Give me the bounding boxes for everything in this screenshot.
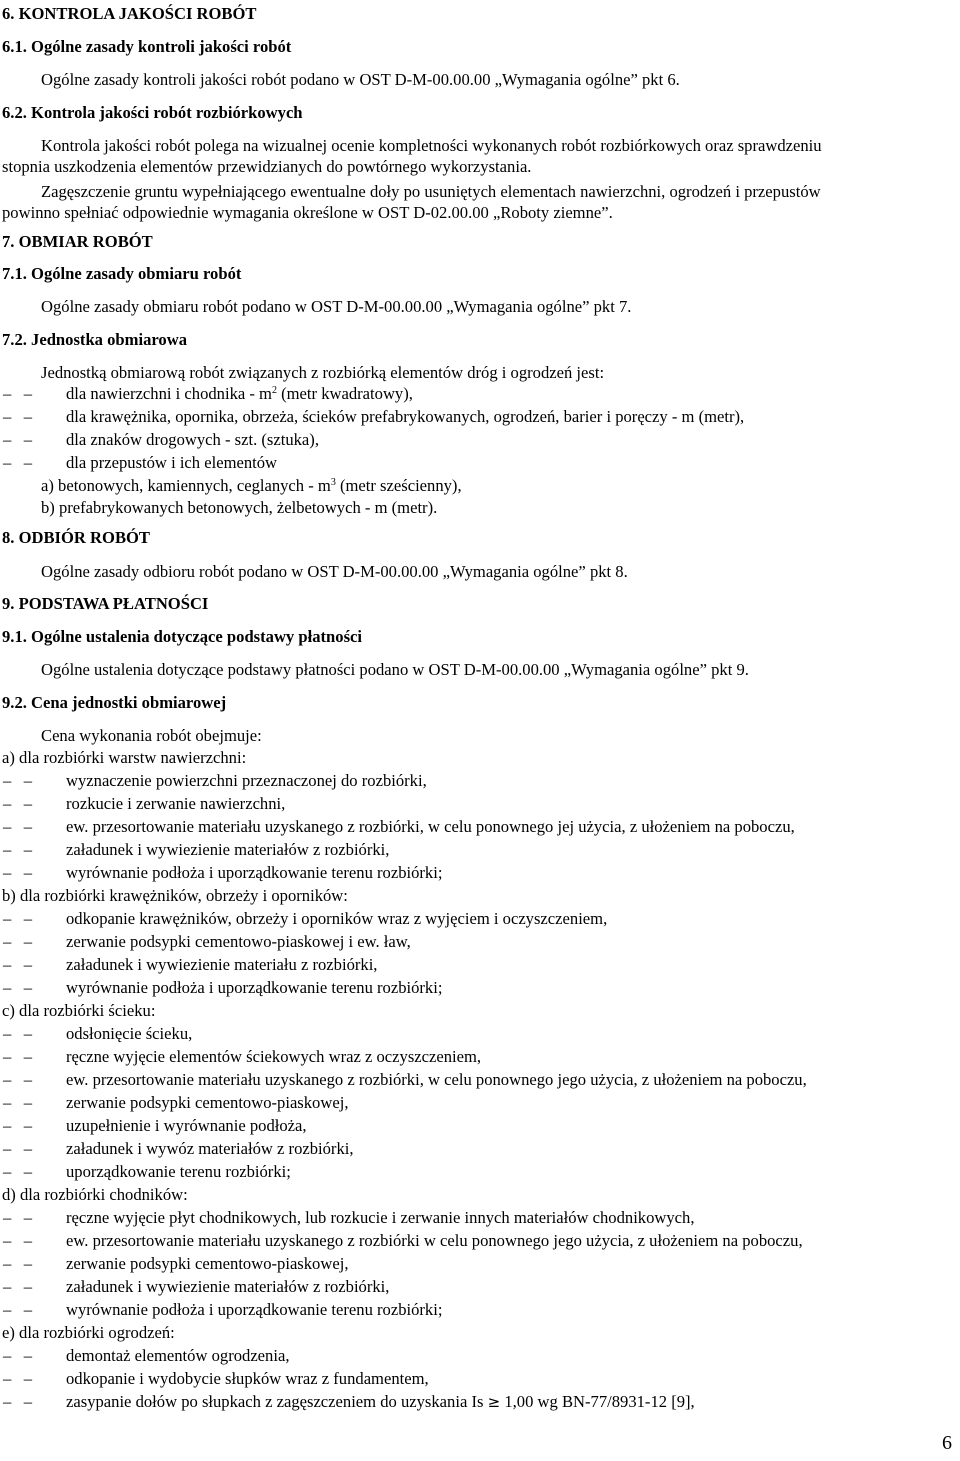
group-b-title: b) dla rozbiórki krawężników, obrzeży i oporników: (2, 886, 348, 905)
paragraph-7-1: Ogólne zasady obmiaru robót podano w OST D-M-00.00.00 „Wymagania ogólne” pkt 7. (41, 297, 632, 316)
group-e-title: e) dla rozbiórki ogrodzeń: (2, 1323, 175, 1342)
paragraph-9-2: Cena wykonania robót obejmuje: (41, 726, 262, 745)
list-item: zasypanie dołów po słupkach z zagęszczeniem do uzyskania Is ≥ 1,00 wg BN-77/8931-12 [9], (66, 1392, 695, 1411)
list-dash (3, 1162, 32, 1182)
list-dash (3, 771, 32, 791)
list-dash (3, 1024, 32, 1044)
list-item: ręczne wyjęcie płyt chodnikowych, lub rozkucie i zerwanie innych materiałów chodnikowych, (66, 1208, 695, 1227)
list-dash (3, 1093, 32, 1113)
list-item: odsłonięcie ścieku, (66, 1024, 193, 1043)
list-dash (3, 794, 32, 814)
list-item: zerwanie podsypki cementowo-piaskowej i ew. ław, (66, 932, 411, 951)
list-dash (3, 817, 32, 837)
list-sub-item: b) prefabrykowanych betonowych, żelbetowych - m (metr). (41, 498, 438, 517)
list-dash (3, 1369, 32, 1389)
greater-or-equal-symbol: ≥ (487, 1393, 501, 1411)
list-dash (3, 1070, 32, 1090)
list-item: dla krawężnika, opornika, obrzeża, ścieków prefabrykowanych, ogrodzeń, barier i poręczy - m (metr), (66, 407, 745, 426)
group-c-title: c) dla rozbiórki ścieku: (2, 1001, 156, 1020)
list-item: uporządkowanie terenu rozbiórki; (66, 1162, 291, 1181)
list-dash (3, 840, 32, 860)
subsection-7-1-heading: 7.1. Ogólne zasady obmiaru robót (2, 264, 242, 283)
group-a-title: a) dla rozbiórki warstw nawierzchni: (2, 748, 247, 767)
section-6-heading: 6. KONTROLA JAKOŚCI ROBÓT (2, 4, 257, 23)
list-item: uzupełnienie i wyrównanie podłoża, (66, 1116, 307, 1135)
list-dash (3, 955, 32, 975)
list-dash (3, 453, 32, 473)
list-item: wyrównanie podłoża i uporządkowanie terenu rozbiórki; (66, 1300, 443, 1319)
list-dash (3, 1116, 32, 1136)
list-item: dla znaków drogowych - szt. (sztuka), (66, 430, 319, 449)
list-dash (3, 1231, 32, 1251)
list-item: dla nawierzchni i chodnika - $m^2$ (metr kwadratowy), (66, 384, 413, 403)
list-dash (3, 1254, 32, 1274)
list-item: wyznaczenie powierzchni przeznaczonej do rozbiórki, (66, 771, 427, 790)
list-item: zerwanie podsypki cementowo-piaskowej, (66, 1254, 349, 1273)
group-d-title: d) dla rozbiórki chodników: (2, 1185, 188, 1204)
list-item: ew. przesortowanie materiału uzyskanego z rozbiórki, w celu ponownego jej użycia, z ułożeniem na poboczu, (66, 817, 795, 836)
list-item: ręczne wyjęcie elementów ściekowych wraz z oczyszczeniem, (66, 1047, 482, 1066)
list-dash (3, 932, 32, 952)
list-dash (3, 1346, 32, 1366)
section-8-heading: 8. ODBIÓR ROBÓT (2, 528, 150, 547)
list-item: ew. przesortowanie materiału uzyskanego z rozbiórki w celu ponownego jego użycia, z ułożeniem na poboczu, (66, 1231, 803, 1250)
paragraph-6-2-line-1: Kontrola jakości robót polega na wizualnej ocenie kompletności wykonanych robót rozbiórkowych oraz sprawdzeniu (41, 136, 822, 155)
list-dash (3, 1208, 32, 1228)
list-dash (3, 407, 32, 427)
paragraph-9-1: Ogólne ustalenia dotyczące podstawy płatności podano w OST D-M-00.00.00 „Wymagania ogólne” pkt 9. (41, 660, 749, 679)
subsection-7-2-heading: 7.2. Jednostka obmiarowa (2, 330, 188, 349)
list-item: odkopanie i wydobycie słupków wraz z fundamentem, (66, 1369, 429, 1388)
list-item: zerwanie podsypki cementowo-piaskowej, (66, 1093, 349, 1112)
list-dash (3, 863, 32, 883)
list-item: ew. przesortowanie materiału uzyskanego z rozbiórki, w celu ponownego jego użycia, z ułożeniem na poboczu, (66, 1070, 807, 1089)
paragraph-6-2-line-2: stopnia uszkodzenia elementów przewidzianych do powtórnego wykorzystania. (2, 157, 532, 176)
paragraph-7-2: Jednostką obmiarową robót związanych z rozbiórką elementów dróg i ogrodzeń jest: (41, 363, 605, 382)
list-dash (3, 430, 32, 450)
paragraph-6-2b-line-1: Zagęszczenie gruntu wypełniającego ewentualne doły po usuniętych elementach nawierzchni, ogrodzeń i przepustów (41, 182, 821, 201)
list-item: załadunek i wywiezienie materiałów z rozbiórki, (66, 1277, 390, 1296)
list-item: rozkucie i zerwanie nawierzchni, (66, 794, 286, 813)
section-7-heading: 7. OBMIAR ROBÓT (2, 232, 153, 251)
paragraph-6-2b-line-2: powinno spełniać odpowiednie wymagania określone w OST D-02.00.00 „Roboty ziemne”. (2, 203, 613, 222)
subsection-9-1-heading: 9.1. Ogólne ustalenia dotyczące podstawy płatności (2, 627, 362, 646)
list-item: załadunek i wywiezienie materiału z rozbiórki, (66, 955, 378, 974)
subsection-6-2-heading: 6.2. Kontrola jakości robót rozbiórkowych (2, 103, 303, 122)
list-dash (3, 1392, 32, 1412)
page-number: 6 (942, 1432, 952, 1454)
list-dash (3, 1139, 32, 1159)
list-item: załadunek i wywiezienie materiałów z rozbiórki, (66, 840, 390, 859)
list-item: odkopanie krawężników, obrzeży i oporników wraz z wyjęciem i oczyszczeniem, (66, 909, 608, 928)
list-item: wyrównanie podłoża i uporządkowanie terenu rozbiórki; (66, 978, 443, 997)
paragraph-8: Ogólne zasady odbioru robót podano w OST D-M-00.00.00 „Wymagania ogólne” pkt 8. (41, 562, 628, 581)
list-item: załadunek i wywóz materiałów z rozbiórki, (66, 1139, 354, 1158)
list-dash (3, 978, 32, 998)
section-9-heading: 9. PODSTAWA PŁATNOŚCI (2, 594, 209, 613)
paragraph-6-1: Ogólne zasady kontroli jakości robót podano w OST D-M-00.00.00 „Wymagania ogólne” pkt 6. (41, 70, 680, 89)
subsection-9-2-heading: 9.2. Cena jednostki obmiarowej (2, 693, 227, 712)
list-dash (3, 384, 32, 404)
list-dash (3, 1047, 32, 1067)
list-dash (3, 1277, 32, 1297)
subsection-6-1-heading: 6.1. Ogólne zasady kontroli jakości robót (2, 37, 292, 56)
list-item: wyrównanie podłoża i uporządkowanie terenu rozbiórki; (66, 863, 443, 882)
list-sub-item: a) betonowych, kamiennych, ceglanych - $m^3$ (metr sześcienny), (41, 476, 462, 495)
list-dash (3, 909, 32, 929)
list-item: dla przepustów i ich elementów (66, 453, 278, 472)
list-dash (3, 1300, 32, 1320)
list-item: demontaż elementów ogrodzenia, (66, 1346, 290, 1365)
